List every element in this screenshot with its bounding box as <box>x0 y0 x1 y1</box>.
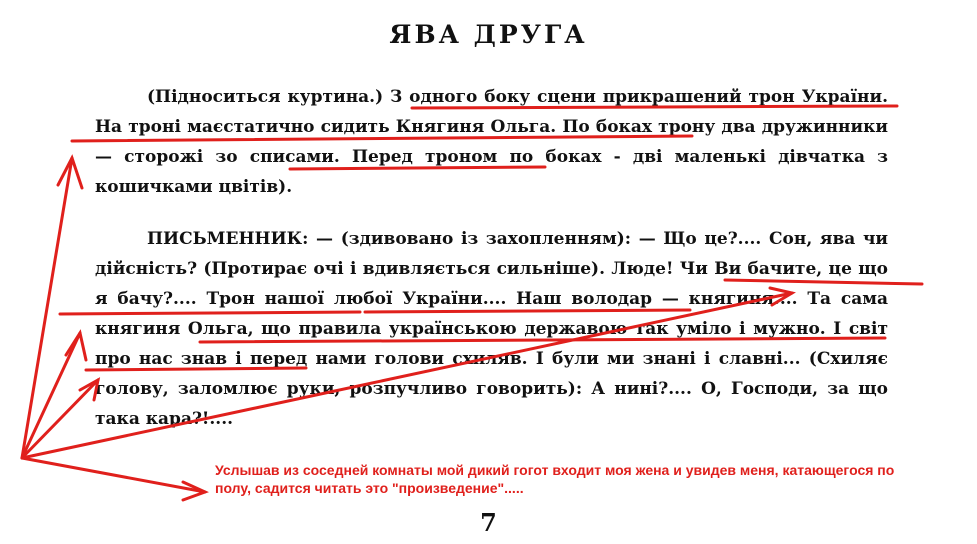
writer-monologue-paragraph: ПИСЬМЕННИК: — (здивовано із захопленням): — Що це?.... Сон, ява чи дійсність? (Протирає очі і вдивляється сильніше). Люде! Чи Ви бачите, це що я бачу?.... Трон нашої любої України.... Наш володар — княгиня.... Та сама княгиня Ольга, що правила українською державою так уміло і мужно. І світ про нас знав і перед нами голови схиляв. І були ми знані і славні... (Схиляє голову, заломлює руки, розпучливо говорить): А нині?.... О, Господи, за що така кара?!.... <box>95 229 888 429</box>
arrow-line-3 <box>22 333 80 458</box>
arrow-line-4 <box>22 380 98 458</box>
arrow-head-1 <box>58 158 82 188</box>
stage-direction-paragraph: (Підноситься куртина.) З одного боку сцени прикрашений трон України. На троні маєстатично сидить Княгиня Ольга. По боках трону два дружинники — сторожі зо списами. Перед троном по боках - дві маленькі дівчатка з кошичками цвітів). <box>95 87 888 197</box>
page-number: 7 <box>480 508 497 537</box>
scene-title: ЯВА ДРУГА <box>389 20 588 49</box>
arrow-head-5 <box>183 482 205 500</box>
arrow-line-1 <box>22 158 72 458</box>
red-annotation-comment: Услышав из соседней комнаты мой дикий гогот входит моя жена и увидев меня, катающегося по полу, садится читать это "произведение"..... <box>215 462 895 496</box>
arrow-line-5 <box>22 458 205 492</box>
arrow-head-3 <box>66 333 86 360</box>
